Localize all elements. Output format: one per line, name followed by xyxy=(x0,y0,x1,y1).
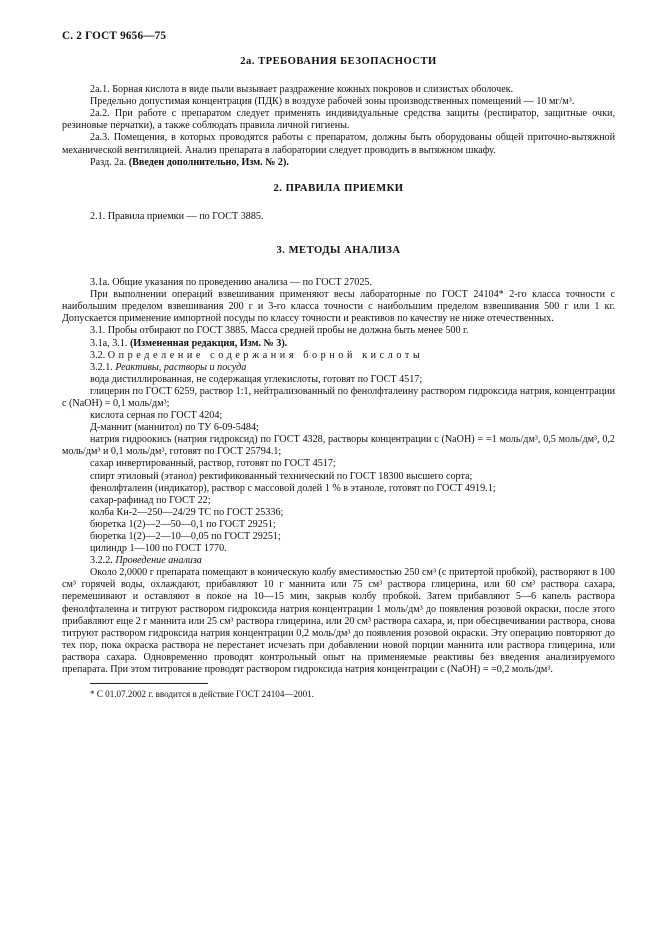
reagent-item: кислота серная по ГОСТ 4204; xyxy=(90,410,223,422)
paragraph-procedure: Около 2,0000 г препарата помещают в коническую колбу вместимостью 250 см³ (с притертой пробкой), растворяют в 100 см³ горячей воды, охлаждают, прибавляют 10 г маннита или 75 см³ раствора глицерина, или 60 см³ раствора сахара, перемешивают и оставляют в покое на 10—15 мин, закрыв колбу пробкой. Затем прибавляют 5—6 капель раствора фенолфталеина и титруют раствором гидроксида натрия концентрации 1 моль/дм³ до появления розовой окраски, после этого прибавляют еще 2 г маннита или 25 см³ раствора глицерина, или 20 см³ раствора сахара, и, при обесцвечивании раствора, снова титруют раствором гидроксида натрия концентрации 0,2 моль/дм³ до появления розовой окраски. Эту операцию повторяют до тех пор, пока окраска раствора не перестанет исчезать при добавлении новой порции маннита или раствора глицерина, или раствора сахара. Одновременно проводят контрольный опыт на применяемые реактивы без введения анализируемого препарата. При этом титрование проводят раствором гидроксида натрия концентрации c (NaOH) = =0,2 моль/дм³. xyxy=(62,567,615,676)
paragraph-2a-note xyxy=(62,157,615,169)
reagent-item: глицерин по ГОСТ 6259, раствор 1:1, нейтрализованный по фенолфталеину раствором гидроксида натрия, концентрации c (NaOH) = 0,1 моль/дм³; xyxy=(62,385,615,409)
paragraph-2a-3: 2а.3. Помещения, в которых проводятся работы с препаратом, должны быть оборудованы общей приточно-вытяжной механической вентиляцией. Анализ препарата в лаборатории следует проводить в вытяжном шкафу. xyxy=(62,132,615,156)
reagent-item: бюретка 1(2)—2—50—0,1 по ГОСТ 29251; xyxy=(90,518,276,530)
reagent-item: спирт этиловый (этанол) ректификованный технический по ГОСТ 18300 высшего сорта; xyxy=(90,470,473,482)
page-content xyxy=(62,56,615,700)
clause-number: 3.2.1. xyxy=(90,361,113,373)
reagent-item: натрия гидроокись (натрия гидроксид) по ГОСТ 4328, растворы концентрации c (NaOH) = =1 моль/дм³, 0,5 моль/дм³, 0,2 моль/дм³ и 0,1 моль/дм³, готовят по ГОСТ 25794.1; xyxy=(62,434,615,458)
note-prefix: 3.1а, 3.1. xyxy=(90,337,128,349)
clause-number: 3.2.2. xyxy=(90,555,113,567)
note-prefix: Разд. 2а. xyxy=(90,156,127,168)
paragraph-3-1a: 3.1а. Общие указания по проведению анализа — по ГОСТ 27025. xyxy=(90,277,372,289)
clause-number: 3.2. xyxy=(90,349,106,361)
clause-title: Проведение анализа xyxy=(115,555,202,567)
section-2a-title: 2а. ТРЕБОВАНИЯ БЕЗОПАСНОСТИ xyxy=(240,56,437,67)
footnote-divider xyxy=(90,683,208,684)
reagent-item: вода дистиллированная, не содержащая углекислоты, готовят по ГОСТ 4517; xyxy=(90,373,423,385)
reagent-item: фенолфталеин (индикатор), раствор с массовой долей 1 % в этаноле, готовят по ГОСТ 4919.1; xyxy=(90,482,496,494)
reagent-item: колба Кн-2—250—24/29 ТС по ГОСТ 25336; xyxy=(90,506,284,518)
paragraph-3-2-2 xyxy=(62,555,615,567)
reagent-item: бюретка 1(2)—2—10—0,05 по ГОСТ 29251; xyxy=(90,531,281,542)
reagent-item: сахар-рафинад по ГОСТ 22; xyxy=(90,494,211,506)
paragraph-3-1-note xyxy=(62,338,615,350)
footnote: * С 01.07.2002 г. вводится в действие ГОСТ 24104—2001. xyxy=(90,689,314,700)
clause-title: Реактивы, растворы и посуда xyxy=(115,361,247,373)
reagent-item: цилиндр 1—100 по ГОСТ 1770. xyxy=(90,543,227,555)
paragraph-3-2-1 xyxy=(62,362,615,374)
paragraph-2a-2: 2а.2. При работе с препаратом следует применять индивидуальные средства защиты (респиратор, защитные очки, резиновые перчатки), а также соблюдать правила личной гигиены. xyxy=(62,108,615,132)
paragraph-weighing: При выполнении операций взвешивания применяют весы лабораторные по ГОСТ 24104* 2-го класса точности с наибольшим пределом взвешивания 200 г и 3-го класса точности с наибольшим пределом взвешивания 500 г или 1 кг. Допускается применение импортной посуды по классу точности и реактивов по качеству не ниже отечественных. xyxy=(62,289,615,325)
paragraph-3-1: 3.1. Пробы отбирают по ГОСТ 3885. Масса средней пробы не должна быть менее 500 г. xyxy=(90,325,469,337)
paragraph-2-1: 2.1. Правила приемки — по ГОСТ 3885. xyxy=(90,210,264,222)
note-amendment: (Введен дополнительно, Изм. № 2). xyxy=(128,156,289,168)
paragraph-pdk: Предельно допустимая концентрация (ПДК) в воздухе рабочей зоны производственных помещений — 10 мг/м³. xyxy=(90,96,575,108)
paragraph-3-2 xyxy=(62,350,615,362)
page-header: С. 2 ГОСТ 9656—75 xyxy=(62,30,167,42)
section-2-title: 2. ПРАВИЛА ПРИЕМКИ xyxy=(273,182,404,194)
note-amendment: (Измененная редакция, Изм. № 3). xyxy=(129,337,288,349)
reagent-item: сахар инвертированный, раствор, готовят по ГОСТ 4517; xyxy=(90,458,336,470)
clause-title-spaced: Определение содержания борной кислоты xyxy=(107,349,424,361)
section-3-title: 3. МЕТОДЫ АНАЛИЗА xyxy=(276,244,401,256)
paragraph-2a-1: 2а.1. Борная кислота в виде пыли вызывает раздражение кожных покровов и слизистых оболочек. xyxy=(90,84,514,96)
reagent-item: Д-маннит (маннитол) по ТУ 6-09-5484; xyxy=(90,422,259,434)
